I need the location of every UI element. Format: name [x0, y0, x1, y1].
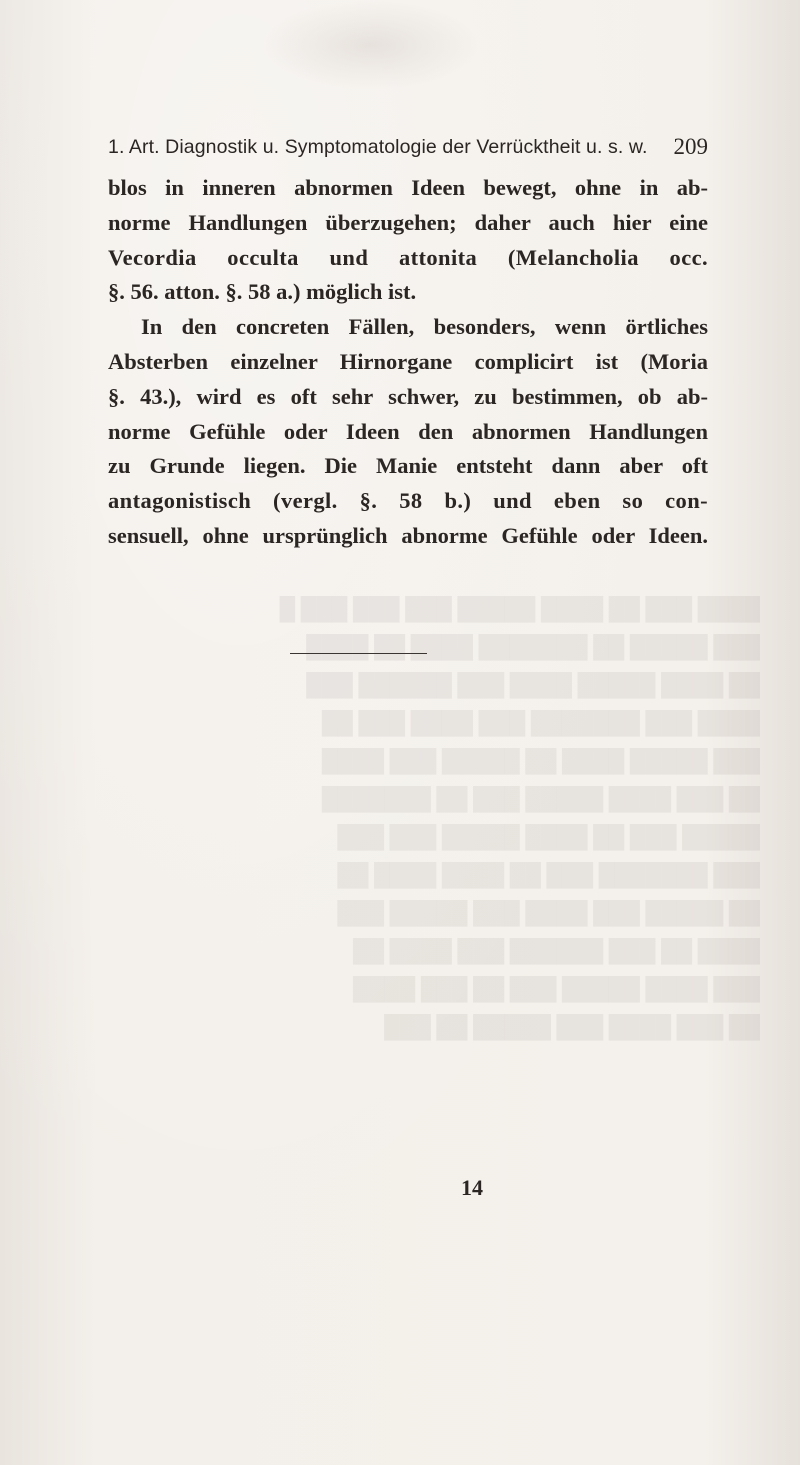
signature-mark: 14 [461, 1175, 483, 1200]
body-text [108, 171, 708, 554]
text-line: Vecordia occulta und attonita (Melancholia occ. [108, 244, 708, 270]
page-number: 209 [673, 134, 708, 159]
show-through-texture: ████ ███ ██ ████ █████ ███ ███ ███ █ ███ █████ ██ ███████ ████ ██ ████ ██ ████ █████ ████ ███ ██████ ███ ████ ███ ███████ ███ ████ ███ ██ ███ █████ ████ ██ █████ ███ ████ ██ ███ ████ █████ ███ ██ ███████ █████ ███ ██ ████ █████ ███ ███ ███ ███████ ███ ██ ████ ████ ██ ██ █████ ███ ████ ███ █████ ███ ████ ██ ███ ██████ ███ ████ ██ ███ ████ █████ ███ ██ ███ ████ ██ ███ ████ ███ █████ ██ ███ [279, 596, 760, 1039]
running-head: 1. Art. Diagnostik u. Symptomatologie der Verrücktheit u. s. w. [108, 136, 648, 158]
text-line: norme Gefühle oder Ideen den abnormen Handlungen [108, 418, 708, 444]
text-line: §. 43.), wird es oft sehr schwer, zu bestimmen, ob ab- [108, 383, 708, 409]
text-line: sensuell, ohne ursprünglich abnorme Gefühle oder Ideen. [108, 522, 708, 548]
text-line: antagonistisch (vergl. §. 58 b.) und eben so con- [108, 488, 708, 514]
text-line: §. 56. atton. §. 58 a.) möglich ist. [108, 279, 417, 305]
text-line: In den concreten Fällen, besonders, wenn örtliches [141, 314, 708, 340]
text-line: blos in inneren abnormen Ideen bewegt, ohne in ab- [108, 175, 708, 200]
page-header [108, 128, 708, 164]
text-line: Absterben einzelner Hirnorgane complicirt ist (Moria [108, 348, 708, 374]
text-line: zu Grunde liegen. Die Manie entsteht dann aber oft [108, 453, 708, 479]
text-line: norme Handlungen überzugehen; daher auch hier eine [108, 209, 708, 235]
paper-stain [260, 0, 480, 90]
